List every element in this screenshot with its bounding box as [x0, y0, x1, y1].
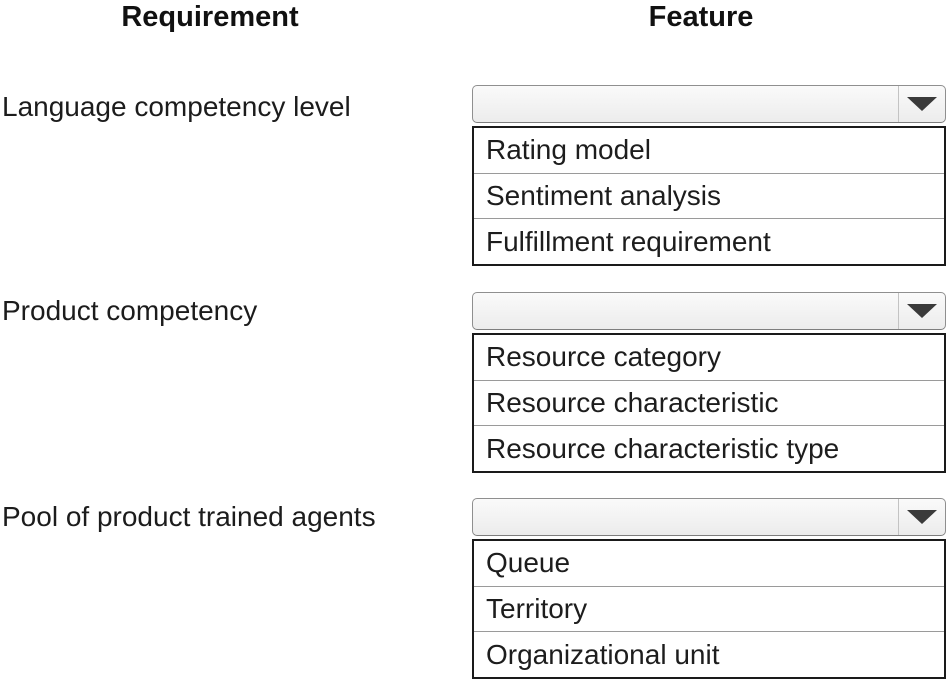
- feature-dropdown[interactable]: [472, 85, 946, 123]
- dropdown-options-list: [472, 539, 946, 679]
- chevron-down-icon: [907, 510, 937, 524]
- dropdown-option[interactable]: Queue: [474, 541, 944, 586]
- dropdown-arrow-button[interactable]: [898, 293, 945, 329]
- dropdown-option[interactable]: Resource characteristic type: [474, 425, 944, 471]
- dropdown-arrow-button[interactable]: [898, 499, 945, 535]
- requirement-label: Pool of product trained agents: [2, 501, 376, 532]
- dropdown-option[interactable]: Sentiment analysis: [474, 173, 944, 219]
- dropdown-selected-value: [473, 293, 898, 329]
- dropdown-option[interactable]: Rating model: [474, 128, 944, 173]
- dropdown-selected-value: [473, 499, 898, 535]
- requirement-label: Product competency: [2, 295, 258, 326]
- chevron-down-icon: [907, 304, 937, 318]
- column-header-feature: Feature: [648, 1, 754, 33]
- dropdown-option[interactable]: Organizational unit: [474, 631, 944, 677]
- requirement-label: Language competency level: [2, 91, 351, 122]
- dropdown-option[interactable]: Fulfillment requirement: [474, 218, 944, 264]
- dropdown-option[interactable]: Territory: [474, 586, 944, 632]
- column-header-requirement: Requirement: [121, 1, 299, 33]
- dropdown-selected-value: [473, 86, 898, 122]
- chevron-down-icon: [907, 97, 937, 111]
- dropdown-option[interactable]: Resource characteristic: [474, 380, 944, 426]
- dropdown-options-list: [472, 333, 946, 473]
- feature-dropdown[interactable]: [472, 292, 946, 330]
- feature-dropdown[interactable]: [472, 498, 946, 536]
- dropdown-options-list: [472, 126, 946, 266]
- dropdown-arrow-button[interactable]: [898, 86, 945, 122]
- dropdown-option[interactable]: Resource category: [474, 335, 944, 380]
